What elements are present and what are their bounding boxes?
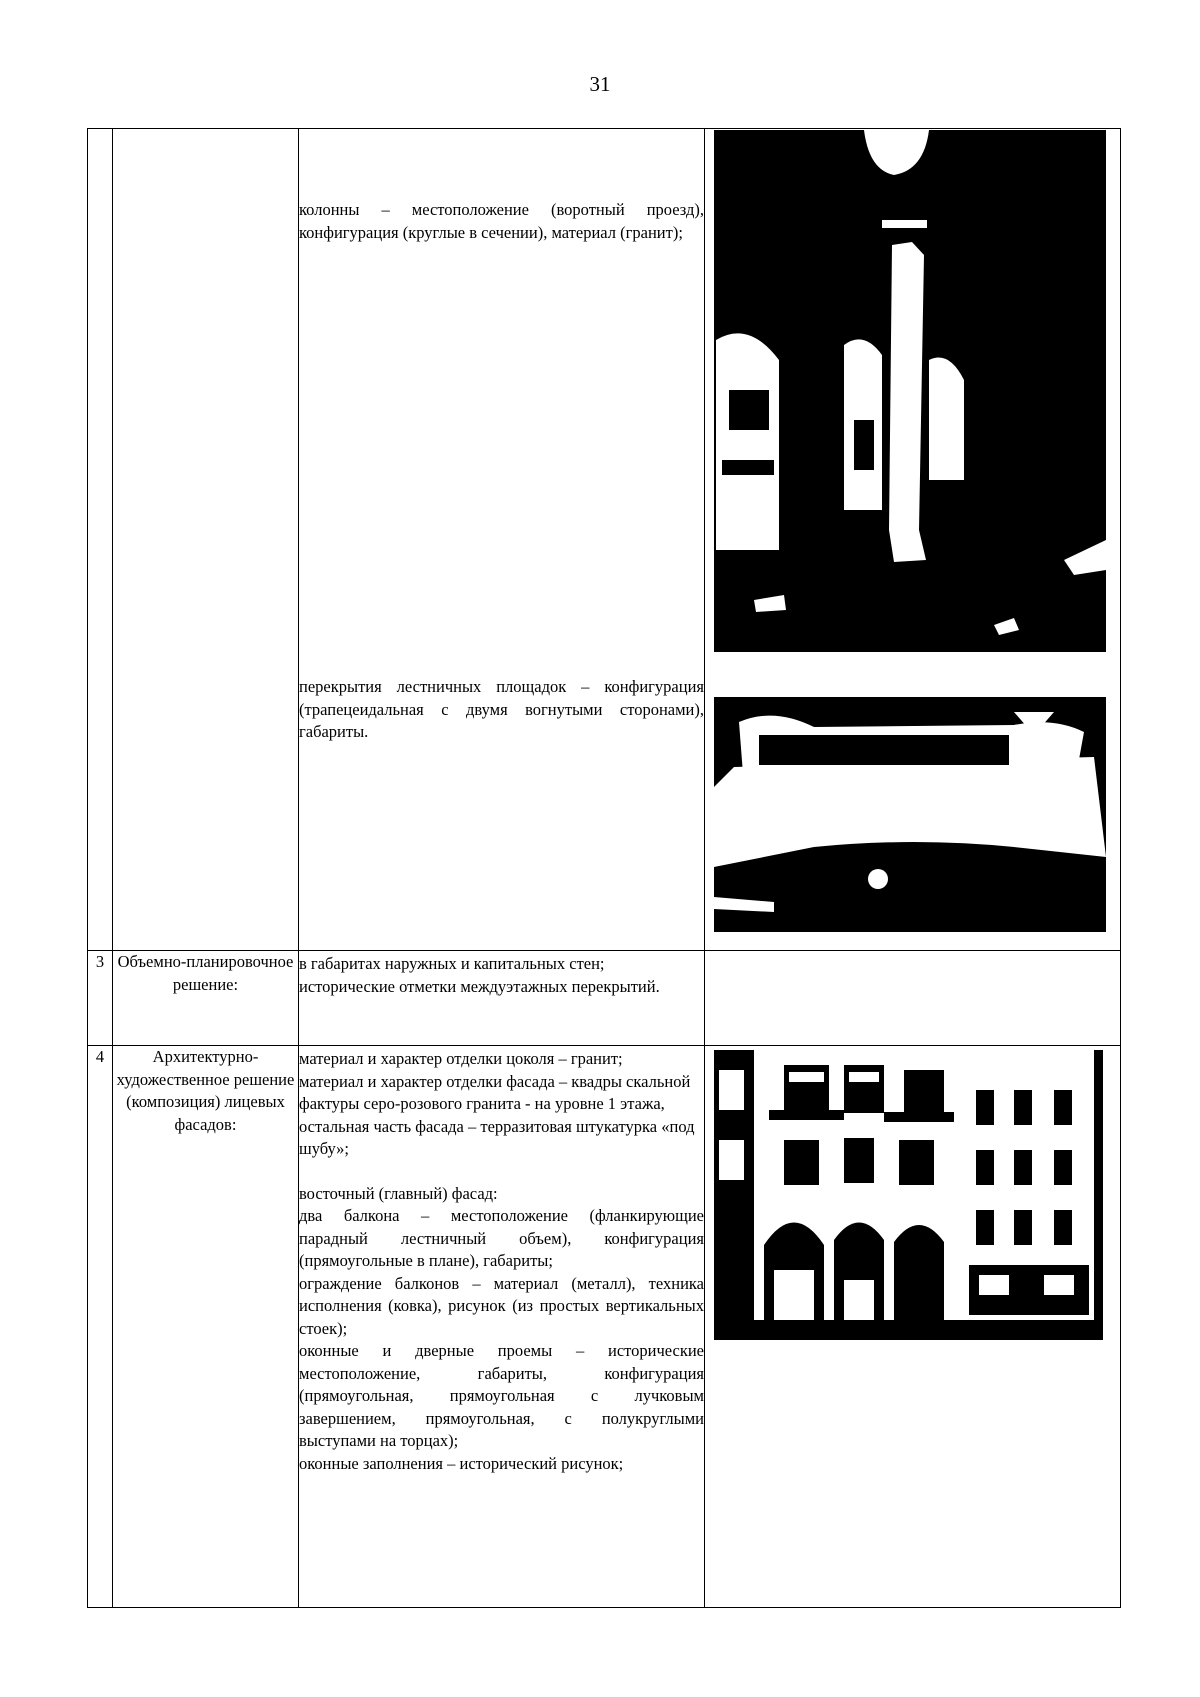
description-line: ограждение балконов – материал (металл), техника исполнения (ковка), рисунок (из простых вертикальных стоек); <box>299 1273 704 1338</box>
description-stair-landings: перекрытия лестничных площадок – конфигурация (трапецеидальная с двумя вогнутыми сторонами), габариты. <box>299 677 704 741</box>
description-line: материал и характер отделки цоколя – гранит; <box>299 1049 623 1068</box>
row-number: 3 <box>88 951 113 1046</box>
table-row <box>88 1046 1121 1608</box>
table-row <box>88 951 1121 1046</box>
row-photo-empty <box>705 951 1121 1046</box>
row-description <box>299 1046 705 1608</box>
description-columns: колонны – местоположение (воротный проезд), конфигурация (круглые в сечении), материал (гранит); <box>299 200 704 242</box>
description-line: материал и характер отделки фасада – квадры скальной фактуры серо-розового гранита - на уровне 1 этажа, остальная часть фасада – терразитовая штукатурка «под шубу»; <box>299 1071 695 1158</box>
row-number: 4 <box>88 1046 113 1608</box>
photo-columns-icon <box>714 130 1106 652</box>
row-photos <box>705 129 1121 951</box>
row-name <box>113 129 299 951</box>
row-name: Объемно-планировочное решение: <box>113 951 299 1046</box>
description-line: исторические отметки междуэтажных перекрытий. <box>299 976 660 996</box>
row-number <box>88 129 113 951</box>
photo-facade-icon <box>714 1050 1103 1340</box>
table-row <box>88 129 1121 951</box>
description-line: два балкона – местоположение (фланкирующие парадный лестничный объем), конфигурация (прямоугольные в плане), габариты; <box>299 1206 704 1270</box>
row-name: Архитектурно-художественное решение (композиция) лицевых фасадов: <box>113 1046 299 1608</box>
description-line: в габаритах наружных и капитальных стен; <box>299 954 605 973</box>
protection-subject-table <box>87 128 1121 1608</box>
description-line: оконные и дверные проемы – исторические местоположение, габариты, конфигурация (прямоугольная, прямоугольная с лучковым завершением, прямоугольная, с полукруглыми выступами на торцах); <box>299 1341 704 1450</box>
row-description <box>299 129 705 951</box>
description-line: оконные заполнения – исторический рисунок; <box>299 1453 624 1473</box>
description-line: восточный (главный) фасад: <box>299 1183 498 1203</box>
page-number: 31 <box>589 72 611 96</box>
row-photos <box>705 1046 1121 1608</box>
photo-stair-landing-icon <box>714 697 1106 932</box>
row-description <box>299 951 705 1046</box>
